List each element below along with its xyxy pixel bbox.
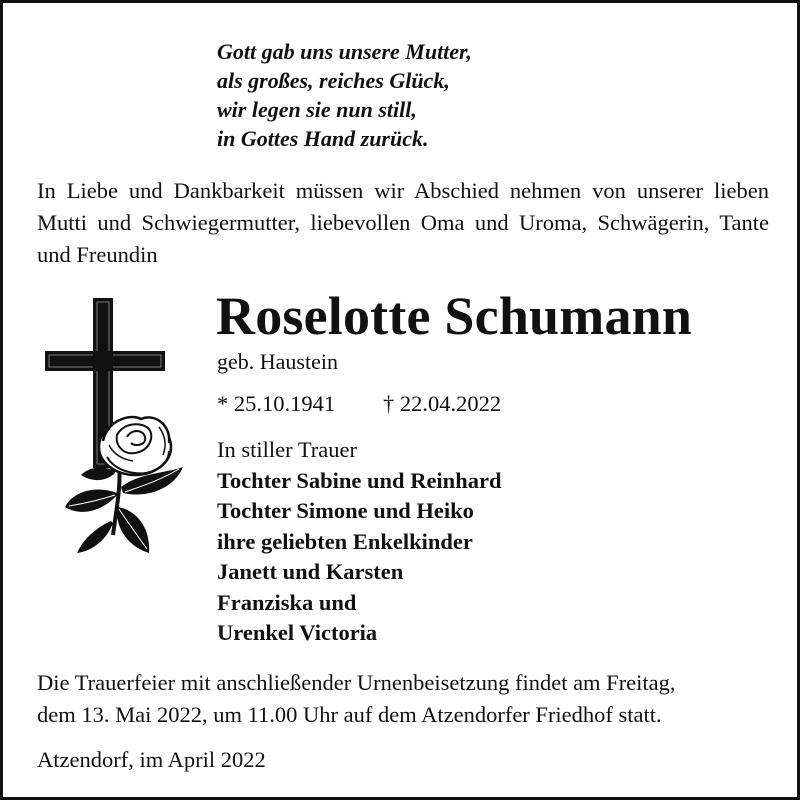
mourner-line: ihre geliebten Enkelkinder — [217, 528, 473, 554]
mourner-line: Tochter Simone und Heiko — [217, 498, 474, 523]
birth-name: geb. Haustein — [217, 349, 338, 374]
death-date: † 22.04.2022 — [383, 391, 502, 416]
mourners-block — [217, 435, 501, 649]
intro-text: In Liebe und Dankbarkeit müssen wir Abschied nehmen von unserer lieben Mutti und Schwiegermutter, liebevollen Oma und Uroma, Schwägerin, Tante und Freundin — [37, 178, 769, 267]
poem-line: in Gottes Hand zurück. — [217, 126, 429, 151]
mourner-line: Tochter Sabine und Reinhard — [217, 467, 502, 493]
service-line: dem 13. Mai 2022, um 11.00 Uhr auf dem Atzendorfer Friedhof statt. — [37, 702, 662, 727]
cross-with-rose-icon — [37, 295, 197, 557]
birth-date: * 25.10.1941 — [217, 391, 336, 416]
mourning-header: In stiller Trauer — [217, 437, 357, 462]
poem-line: Gott gab uns unsere Mutter, — [217, 39, 472, 64]
life-dates — [217, 389, 502, 419]
place-and-date: Atzendorf, im April 2022 — [37, 747, 266, 772]
service-line: Die Trauerfeier mit anschließender Urnenbeisetzung findet am Freitag, — [37, 670, 676, 695]
mourner-line: Franziska und — [217, 589, 357, 615]
poem-line: wir legen sie nun still, — [217, 97, 417, 122]
mourner-line: Janett und Karsten — [217, 559, 404, 584]
mourner-line: Urenkel Victoria — [217, 620, 378, 645]
rose-leaves-icon — [65, 467, 183, 553]
funeral-service-info — [37, 667, 769, 731]
poem-line: als großes, reiches Glück, — [217, 68, 450, 93]
deceased-name: Roselotte Schumann — [216, 286, 693, 346]
memorial-poem — [217, 37, 472, 153]
rose-bloom-icon — [99, 417, 171, 475]
